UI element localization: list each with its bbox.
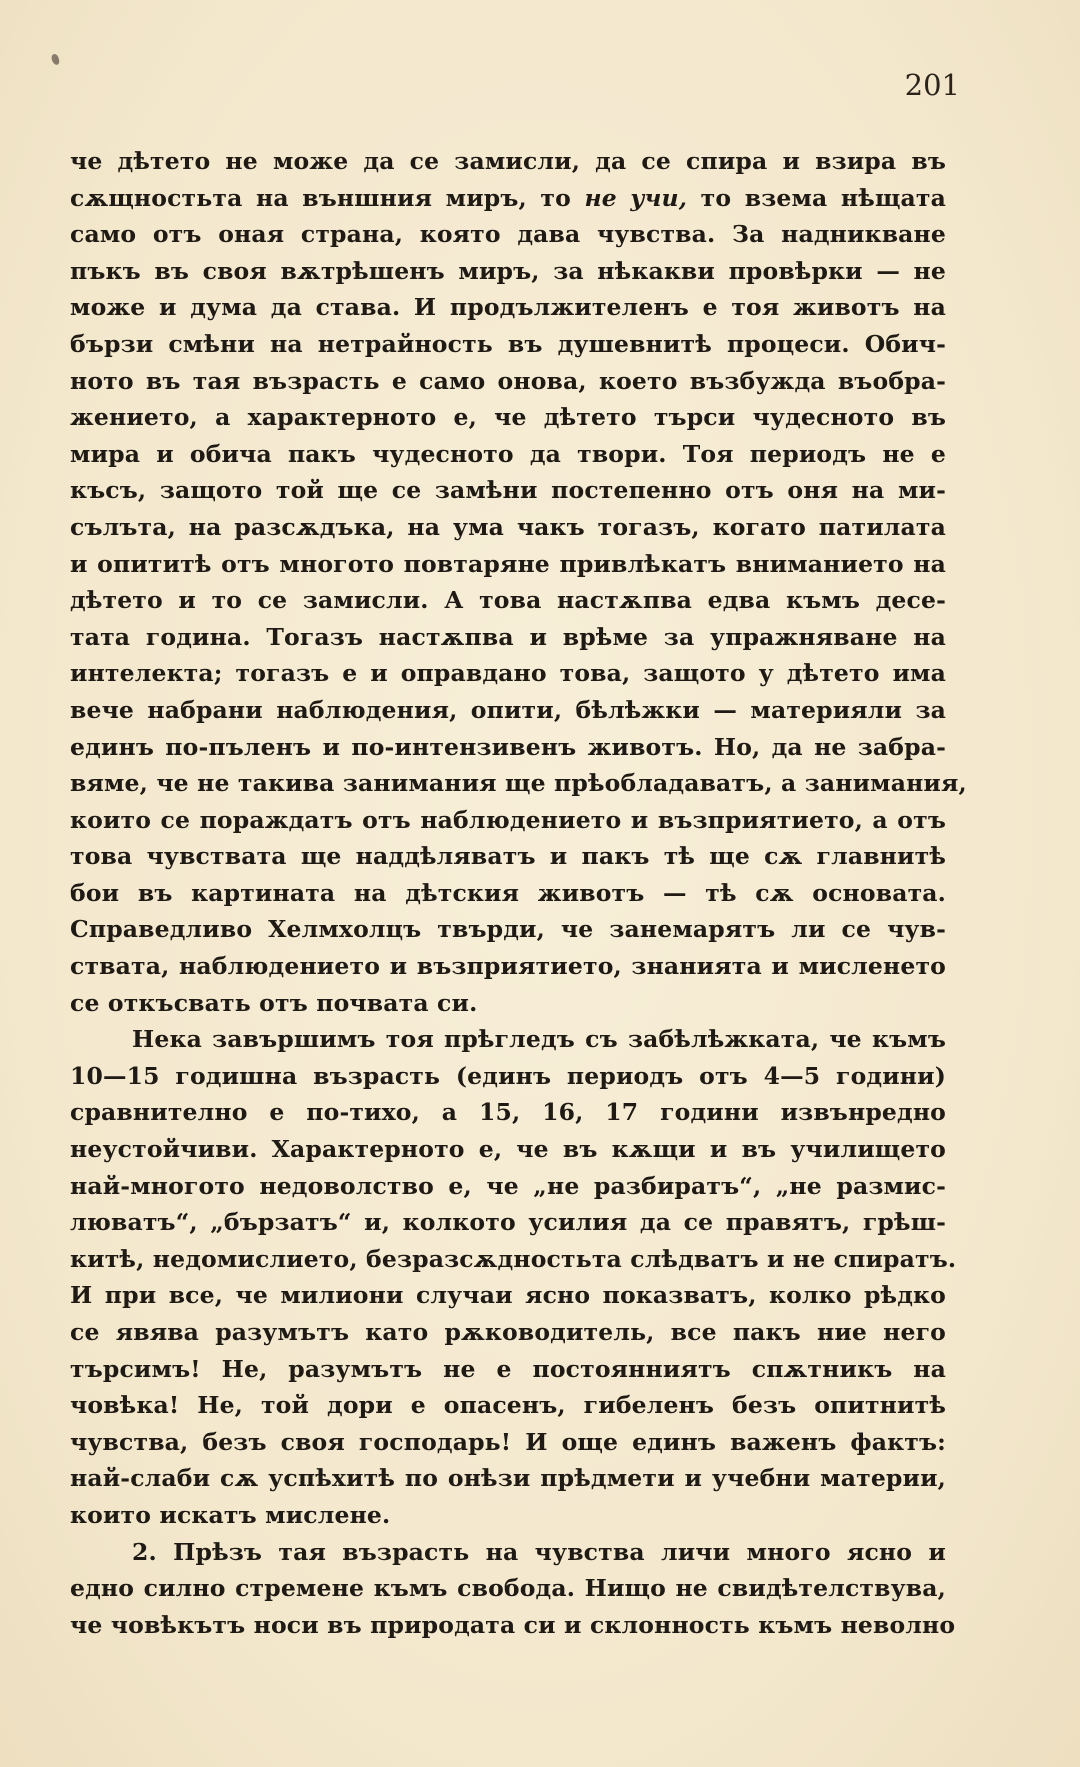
body-text xyxy=(70,143,967,1643)
text-line: китѣ, недомислието, безразсѫдностьта слѣдватъ и не спиратъ. xyxy=(70,1244,957,1273)
text-line: късъ, защото той ще се замѣни постепенно отъ оня на ми- xyxy=(70,476,946,505)
text-line: дѣтето и то се замисли. А това настѫпва едва къмъ десе- xyxy=(70,586,946,615)
text-line: пъкъ въ своя вѫтрѣшенъ миръ, за нѣкакви провѣрки — не xyxy=(70,256,946,285)
text-line: вече набрани наблюдения, опити, бѣлѣжки — материяли за xyxy=(70,695,946,724)
paragraph-end-line: които искатъ мислене. xyxy=(70,1500,391,1529)
text-line: че дѣтето не може да се замисли, да се спира и взира въ xyxy=(70,147,946,175)
paragraph-start-line: 2. Прѣзъ тая възрасть на чувства личи много ясно и xyxy=(132,1537,946,1566)
text-line: бои въ картината на дѣтския животъ — тѣ сѫ основата. xyxy=(70,878,946,907)
text-line: най-многото недоволство е, че „не разбиратъ“, „не размис- xyxy=(70,1171,946,1200)
text-line: може и дума да става. И продължителенъ е тоя животъ на xyxy=(70,293,946,322)
italic-emphasis: не учи, xyxy=(584,183,688,212)
text-line: едно силно стремене къмъ свобода. Нищо не свидѣтелствува, xyxy=(70,1574,946,1603)
text-line: чувства, безъ своя господарь! И още единъ важенъ фактъ: xyxy=(70,1427,946,1456)
ink-speck xyxy=(50,53,61,66)
text-line xyxy=(70,180,946,217)
text-line: които се пораждатъ отъ наблюдението и възприятието, а отъ xyxy=(70,805,946,834)
text-line: това чувствата ще наддѣляватъ и пакъ тѣ ще сѫ главнитѣ xyxy=(70,842,946,871)
text-line: люватъ“, „бързатъ“ и, колкото усилия да се правятъ, грѣш- xyxy=(70,1208,946,1237)
text-line: ствата, наблюдението и възприятието, знанията и мисленето xyxy=(70,952,946,981)
text-line: най-слаби сѫ успѣхитѣ по онѣзи прѣдмети и учебни материи, xyxy=(70,1464,946,1493)
text-line: се явява разумътъ като рѫководитель, все пакъ ние него xyxy=(70,1318,946,1346)
text-line: Справедливо Хелмхолцъ твърди, че занемарятъ ли се чув- xyxy=(70,915,946,944)
text-line: сълъта, на разсѫдъка, на ума чакъ тогазъ, когато патилата xyxy=(70,512,946,541)
text-line: само отъ оная страна, която дава чувства. За надникване xyxy=(70,220,946,249)
text-line: бързи смѣни на нетрайность въ душевнитѣ процеси. Обич- xyxy=(70,329,946,358)
text-line: жението, а характерното е, че дѣтето търси чудесното въ xyxy=(70,403,946,432)
paragraph-end-line: се откъсвать отъ почвата си. xyxy=(70,988,478,1017)
text-line: неустойчиви. Характерното е, че въ кѫщи и въ училището xyxy=(70,1135,946,1164)
text-line: вяме, че не такива занимания ще прѣобладаватъ, а занимания, xyxy=(70,769,967,798)
text-line-part: то взема нѣщата xyxy=(687,183,946,212)
text-line: и опититѣ отъ многото повтаряне привлѣкатъ вниманието на xyxy=(70,549,946,578)
text-line: мира и обича пакъ чудесното да твори. Тоя периодъ не е xyxy=(70,439,946,468)
text-line: човѣка! Не, той дори е опасенъ, гибеленъ безъ опитнитѣ xyxy=(70,1391,946,1420)
text-line: И при все, че милиони случаи ясно показватъ, колко рѣдко xyxy=(70,1281,946,1310)
text-line: че човѣкътъ носи въ природата си и склонность къмъ неволно xyxy=(70,1610,956,1639)
text-line: ното въ тая възрасть е само онова, което възбужда въобра- xyxy=(70,366,946,395)
text-line: тата година. Тогазъ настѫпва и врѣме за упражняване на xyxy=(70,622,946,651)
text-line: единъ по-пъленъ и по-интензивенъ животъ. Но, да не забра- xyxy=(70,732,946,761)
paragraph-start-line: Нека завършимъ тоя прѣгледъ съ забѣлѣжката, че къмъ xyxy=(132,1025,946,1054)
text-line: сравнително е по-тихо, а 15, 16, 17 години извънредно xyxy=(70,1098,946,1127)
text-line: интелекта; тогазъ е и оправдано това, защото у дѣтето има xyxy=(70,659,946,688)
text-line-part: сѫщностьта на външния миръ, то xyxy=(70,183,585,212)
text-line: 10—15 годишна възрасть (единъ периодъ отъ 4—5 години) xyxy=(70,1061,946,1090)
page-number: 201 xyxy=(904,68,960,102)
text-line: търсимъ! Не, разумътъ не е постоянниятъ спѫтникъ на xyxy=(70,1354,946,1383)
